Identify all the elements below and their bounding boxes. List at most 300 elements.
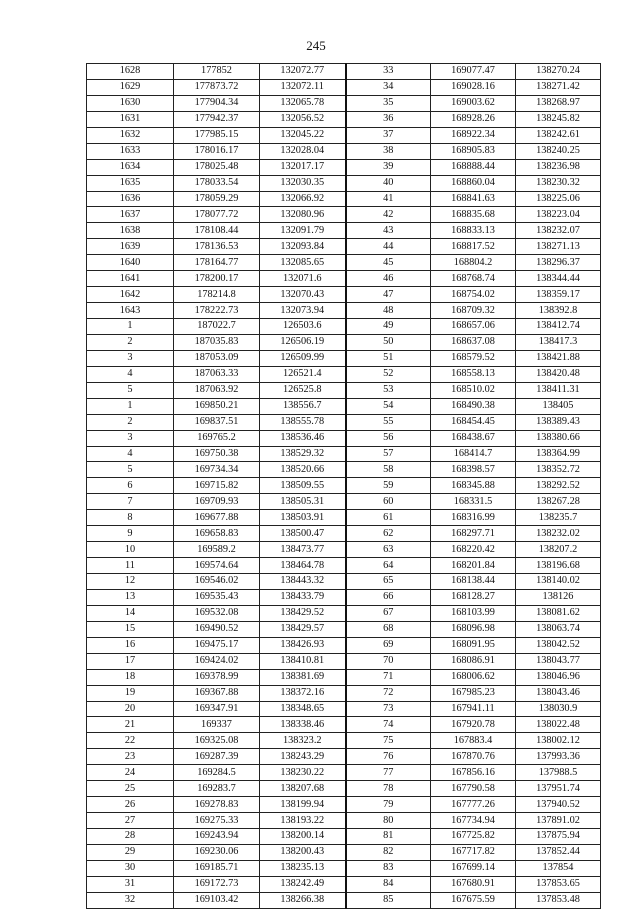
y-coordinate-right: 137852.44 <box>516 844 601 860</box>
x-coordinate-left: 178016.17 <box>174 143 260 159</box>
y-coordinate-left: 126521.4 <box>260 366 346 382</box>
point-number-left: 9 <box>87 526 174 542</box>
x-coordinate-left: 169325.08 <box>174 733 260 749</box>
point-number-right: 81 <box>346 829 431 845</box>
point-number-left: 1639 <box>87 239 174 255</box>
y-coordinate-left: 138199.94 <box>260 797 346 813</box>
point-number-right: 55 <box>346 414 431 430</box>
y-coordinate-left: 132066.92 <box>260 191 346 207</box>
point-number-right: 40 <box>346 175 431 191</box>
y-coordinate-right: 138271.13 <box>516 239 601 255</box>
y-coordinate-left: 138348.65 <box>260 701 346 717</box>
table-row <box>87 462 601 478</box>
y-coordinate-right: 138344.44 <box>516 271 601 287</box>
y-coordinate-left: 138323.2 <box>260 733 346 749</box>
y-coordinate-right: 138232.02 <box>516 526 601 542</box>
y-coordinate-left: 138429.57 <box>260 621 346 637</box>
y-coordinate-right: 137854 <box>516 860 601 876</box>
x-coordinate-right: 167856.16 <box>431 765 516 781</box>
point-number-right: 61 <box>346 510 431 526</box>
y-coordinate-left: 138200.43 <box>260 844 346 860</box>
point-number-right: 63 <box>346 542 431 558</box>
x-coordinate-right: 167734.94 <box>431 813 516 829</box>
point-number-right: 50 <box>346 334 431 350</box>
table-row <box>87 223 601 239</box>
point-number-left: 22 <box>87 733 174 749</box>
point-number-right: 74 <box>346 717 431 733</box>
x-coordinate-left: 177904.34 <box>174 95 260 111</box>
point-number-right: 85 <box>346 892 431 908</box>
y-coordinate-right: 138225.06 <box>516 191 601 207</box>
table-row <box>87 319 601 335</box>
x-coordinate-left: 169715.82 <box>174 478 260 494</box>
x-coordinate-left: 177985.15 <box>174 127 260 143</box>
point-number-right: 77 <box>346 765 431 781</box>
y-coordinate-left: 138381.69 <box>260 669 346 685</box>
x-coordinate-left: 178164.77 <box>174 255 260 271</box>
point-number-right: 73 <box>346 701 431 717</box>
table-row <box>87 414 601 430</box>
y-coordinate-left: 138464.78 <box>260 558 346 574</box>
point-number-left: 1630 <box>87 95 174 111</box>
table-row <box>87 669 601 685</box>
table-row <box>87 127 601 143</box>
point-number-left: 1628 <box>87 64 174 80</box>
x-coordinate-right: 167920.78 <box>431 717 516 733</box>
x-coordinate-left: 169709.93 <box>174 494 260 510</box>
x-coordinate-left: 169347.91 <box>174 701 260 717</box>
table-row <box>87 813 601 829</box>
point-number-left: 1633 <box>87 143 174 159</box>
point-number-right: 59 <box>346 478 431 494</box>
y-coordinate-right: 137853.65 <box>516 876 601 892</box>
point-number-left: 20 <box>87 701 174 717</box>
point-number-left: 32 <box>87 892 174 908</box>
x-coordinate-left: 178059.29 <box>174 191 260 207</box>
y-coordinate-right: 138207.2 <box>516 542 601 558</box>
y-coordinate-right: 138359.17 <box>516 287 601 303</box>
point-number-right: 58 <box>346 462 431 478</box>
y-coordinate-left: 138520.66 <box>260 462 346 478</box>
table-row <box>87 303 601 319</box>
x-coordinate-right: 168398.57 <box>431 462 516 478</box>
y-coordinate-left: 126503.6 <box>260 319 346 335</box>
table-row <box>87 876 601 892</box>
point-number-right: 79 <box>346 797 431 813</box>
point-number-left: 1641 <box>87 271 174 287</box>
x-coordinate-left: 169378.99 <box>174 669 260 685</box>
x-coordinate-right: 168128.27 <box>431 589 516 605</box>
y-coordinate-right: 137951.74 <box>516 781 601 797</box>
point-number-right: 38 <box>346 143 431 159</box>
x-coordinate-right: 167725.82 <box>431 829 516 845</box>
point-number-left: 1640 <box>87 255 174 271</box>
x-coordinate-left: 187022.7 <box>174 319 260 335</box>
point-number-right: 34 <box>346 79 431 95</box>
y-coordinate-right: 138296.37 <box>516 255 601 271</box>
y-coordinate-right: 137940.52 <box>516 797 601 813</box>
y-coordinate-right: 138267.28 <box>516 494 601 510</box>
x-coordinate-right: 169077.47 <box>431 64 516 80</box>
y-coordinate-left: 132072.11 <box>260 79 346 95</box>
point-number-right: 54 <box>346 398 431 414</box>
table-row <box>87 701 601 717</box>
x-coordinate-right: 167870.76 <box>431 749 516 765</box>
x-coordinate-right: 169003.62 <box>431 95 516 111</box>
table-row <box>87 526 601 542</box>
x-coordinate-left: 169278.83 <box>174 797 260 813</box>
x-coordinate-left: 169837.51 <box>174 414 260 430</box>
y-coordinate-right: 138411.31 <box>516 382 601 398</box>
y-coordinate-right: 138063.74 <box>516 621 601 637</box>
y-coordinate-right: 138022.48 <box>516 717 601 733</box>
x-coordinate-right: 168201.84 <box>431 558 516 574</box>
x-coordinate-right: 167790.58 <box>431 781 516 797</box>
point-number-left: 14 <box>87 605 174 621</box>
y-coordinate-left: 132070.43 <box>260 287 346 303</box>
table-row <box>87 829 601 845</box>
point-number-left: 26 <box>87 797 174 813</box>
point-number-left: 19 <box>87 685 174 701</box>
x-coordinate-right: 168637.08 <box>431 334 516 350</box>
table-row <box>87 350 601 366</box>
x-coordinate-left: 178077.72 <box>174 207 260 223</box>
y-coordinate-left: 138338.46 <box>260 717 346 733</box>
y-coordinate-right: 138042.52 <box>516 637 601 653</box>
x-coordinate-left: 178108.44 <box>174 223 260 239</box>
point-number-right: 44 <box>346 239 431 255</box>
table-row <box>87 685 601 701</box>
point-number-right: 75 <box>346 733 431 749</box>
point-number-left: 25 <box>87 781 174 797</box>
x-coordinate-left: 177852 <box>174 64 260 80</box>
point-number-right: 65 <box>346 574 431 590</box>
y-coordinate-right: 138270.24 <box>516 64 601 80</box>
y-coordinate-left: 138235.13 <box>260 860 346 876</box>
point-number-left: 15 <box>87 621 174 637</box>
y-coordinate-right: 138271.42 <box>516 79 601 95</box>
table-row <box>87 733 601 749</box>
point-number-left: 13 <box>87 589 174 605</box>
point-number-left: 4 <box>87 366 174 382</box>
table-row <box>87 478 601 494</box>
y-coordinate-right: 138421.88 <box>516 350 601 366</box>
x-coordinate-left: 169677.88 <box>174 510 260 526</box>
point-number-right: 72 <box>346 685 431 701</box>
x-coordinate-right: 168768.74 <box>431 271 516 287</box>
y-coordinate-left: 138509.55 <box>260 478 346 494</box>
x-coordinate-left: 169103.42 <box>174 892 260 908</box>
y-coordinate-left: 138207.68 <box>260 781 346 797</box>
point-number-left: 6 <box>87 478 174 494</box>
point-number-right: 35 <box>346 95 431 111</box>
x-coordinate-right: 167675.59 <box>431 892 516 908</box>
x-coordinate-left: 187063.92 <box>174 382 260 398</box>
y-coordinate-right: 138417.3 <box>516 334 601 350</box>
point-number-left: 1635 <box>87 175 174 191</box>
y-coordinate-left: 138443.32 <box>260 574 346 590</box>
table-row <box>87 382 601 398</box>
x-coordinate-right: 168316.99 <box>431 510 516 526</box>
table-row <box>87 717 601 733</box>
point-number-left: 2 <box>87 334 174 350</box>
point-number-right: 67 <box>346 605 431 621</box>
point-number-left: 3 <box>87 430 174 446</box>
point-number-left: 17 <box>87 653 174 669</box>
y-coordinate-right: 138392.8 <box>516 303 601 319</box>
y-coordinate-right: 138126 <box>516 589 601 605</box>
table-row <box>87 446 601 462</box>
x-coordinate-left: 178222.73 <box>174 303 260 319</box>
point-number-left: 3 <box>87 350 174 366</box>
y-coordinate-left: 138536.46 <box>260 430 346 446</box>
x-coordinate-right: 168754.02 <box>431 287 516 303</box>
x-coordinate-left: 169185.71 <box>174 860 260 876</box>
point-number-right: 48 <box>346 303 431 319</box>
x-coordinate-right: 167717.82 <box>431 844 516 860</box>
point-number-right: 68 <box>346 621 431 637</box>
table-row <box>87 749 601 765</box>
y-coordinate-left: 138193.22 <box>260 813 346 829</box>
y-coordinate-right: 138235.7 <box>516 510 601 526</box>
point-number-left: 1632 <box>87 127 174 143</box>
x-coordinate-left: 169283.7 <box>174 781 260 797</box>
x-coordinate-right: 168804.2 <box>431 255 516 271</box>
x-coordinate-left: 169734.34 <box>174 462 260 478</box>
point-number-left: 1 <box>87 319 174 335</box>
table-row <box>87 765 601 781</box>
table-row <box>87 207 601 223</box>
y-coordinate-left: 132071.6 <box>260 271 346 287</box>
x-coordinate-right: 168817.52 <box>431 239 516 255</box>
x-coordinate-left: 169589.2 <box>174 542 260 558</box>
x-coordinate-left: 177942.37 <box>174 111 260 127</box>
point-number-left: 4 <box>87 446 174 462</box>
x-coordinate-left: 169367.88 <box>174 685 260 701</box>
x-coordinate-left: 187053.09 <box>174 350 260 366</box>
y-coordinate-left: 138500.47 <box>260 526 346 542</box>
point-number-right: 39 <box>346 159 431 175</box>
table-row <box>87 95 601 111</box>
point-number-right: 76 <box>346 749 431 765</box>
table-row <box>87 159 601 175</box>
table-row <box>87 797 601 813</box>
x-coordinate-right: 168220.42 <box>431 542 516 558</box>
point-number-right: 37 <box>346 127 431 143</box>
table-row <box>87 143 601 159</box>
y-coordinate-right: 138230.32 <box>516 175 601 191</box>
point-number-right: 69 <box>346 637 431 653</box>
point-number-left: 1638 <box>87 223 174 239</box>
point-number-left: 10 <box>87 542 174 558</box>
point-number-left: 31 <box>87 876 174 892</box>
point-number-left: 24 <box>87 765 174 781</box>
point-number-right: 84 <box>346 876 431 892</box>
x-coordinate-right: 168928.26 <box>431 111 516 127</box>
x-coordinate-right: 169028.16 <box>431 79 516 95</box>
x-coordinate-right: 168657.06 <box>431 319 516 335</box>
point-number-right: 33 <box>346 64 431 80</box>
x-coordinate-left: 187035.83 <box>174 334 260 350</box>
y-coordinate-right: 138232.07 <box>516 223 601 239</box>
table-row <box>87 366 601 382</box>
x-coordinate-left: 178136.53 <box>174 239 260 255</box>
y-coordinate-left: 132085.65 <box>260 255 346 271</box>
point-number-left: 23 <box>87 749 174 765</box>
table-row <box>87 239 601 255</box>
x-coordinate-left: 178200.17 <box>174 271 260 287</box>
y-coordinate-left: 132072.77 <box>260 64 346 80</box>
y-coordinate-left: 138555.78 <box>260 414 346 430</box>
y-coordinate-left: 138505.31 <box>260 494 346 510</box>
point-number-left: 1634 <box>87 159 174 175</box>
x-coordinate-right: 168888.44 <box>431 159 516 175</box>
y-coordinate-left: 138266.38 <box>260 892 346 908</box>
x-coordinate-left: 169574.64 <box>174 558 260 574</box>
x-coordinate-left: 169765.2 <box>174 430 260 446</box>
point-number-left: 8 <box>87 510 174 526</box>
x-coordinate-left: 169284.5 <box>174 765 260 781</box>
point-number-right: 82 <box>346 844 431 860</box>
x-coordinate-left: 187063.33 <box>174 366 260 382</box>
point-number-left: 1636 <box>87 191 174 207</box>
y-coordinate-left: 138433.79 <box>260 589 346 605</box>
x-coordinate-right: 168096.98 <box>431 621 516 637</box>
table-row <box>87 287 601 303</box>
x-coordinate-right: 167883.4 <box>431 733 516 749</box>
x-coordinate-right: 168297.71 <box>431 526 516 542</box>
x-coordinate-right: 168490.38 <box>431 398 516 414</box>
y-coordinate-right: 137988.5 <box>516 765 601 781</box>
x-coordinate-left: 169172.73 <box>174 876 260 892</box>
y-coordinate-left: 132080.96 <box>260 207 346 223</box>
point-number-right: 64 <box>346 558 431 574</box>
x-coordinate-left: 169850.21 <box>174 398 260 414</box>
x-coordinate-left: 169546.02 <box>174 574 260 590</box>
y-coordinate-right: 138196.68 <box>516 558 601 574</box>
y-coordinate-left: 126506.19 <box>260 334 346 350</box>
point-number-right: 70 <box>346 653 431 669</box>
table-row <box>87 574 601 590</box>
y-coordinate-right: 138389.43 <box>516 414 601 430</box>
table-row <box>87 334 601 350</box>
point-number-left: 11 <box>87 558 174 574</box>
y-coordinate-left: 138473.77 <box>260 542 346 558</box>
page-number: 245 <box>306 38 326 53</box>
point-number-right: 78 <box>346 781 431 797</box>
point-number-right: 46 <box>346 271 431 287</box>
point-number-left: 30 <box>87 860 174 876</box>
x-coordinate-left: 178025.48 <box>174 159 260 175</box>
point-number-right: 71 <box>346 669 431 685</box>
x-coordinate-right: 168345.88 <box>431 478 516 494</box>
x-coordinate-right: 168922.34 <box>431 127 516 143</box>
x-coordinate-right: 168510.02 <box>431 382 516 398</box>
x-coordinate-right: 168438.67 <box>431 430 516 446</box>
point-number-left: 7 <box>87 494 174 510</box>
table-row <box>87 844 601 860</box>
x-coordinate-right: 168579.52 <box>431 350 516 366</box>
x-coordinate-right: 168138.44 <box>431 574 516 590</box>
table-row <box>87 79 601 95</box>
table-row <box>87 637 601 653</box>
x-coordinate-right: 168709.32 <box>431 303 516 319</box>
x-coordinate-right: 168833.13 <box>431 223 516 239</box>
y-coordinate-right: 138043.46 <box>516 685 601 701</box>
y-coordinate-right: 138242.61 <box>516 127 601 143</box>
y-coordinate-left: 132073.94 <box>260 303 346 319</box>
table-row <box>87 542 601 558</box>
table-row <box>87 558 601 574</box>
x-coordinate-left: 169658.83 <box>174 526 260 542</box>
y-coordinate-right: 137875.94 <box>516 829 601 845</box>
y-coordinate-right: 138364.99 <box>516 446 601 462</box>
point-number-right: 60 <box>346 494 431 510</box>
y-coordinate-left: 132091.79 <box>260 223 346 239</box>
point-number-right: 66 <box>346 589 431 605</box>
y-coordinate-right: 137891.02 <box>516 813 601 829</box>
point-number-left: 18 <box>87 669 174 685</box>
x-coordinate-right: 167985.23 <box>431 685 516 701</box>
table-row <box>87 111 601 127</box>
coordinates-table-body <box>87 64 601 909</box>
y-coordinate-right: 138223.04 <box>516 207 601 223</box>
point-number-right: 42 <box>346 207 431 223</box>
point-number-left: 27 <box>87 813 174 829</box>
x-coordinate-left: 177873.72 <box>174 79 260 95</box>
y-coordinate-left: 132065.78 <box>260 95 346 111</box>
y-coordinate-left: 126509.99 <box>260 350 346 366</box>
point-number-left: 28 <box>87 829 174 845</box>
y-coordinate-right: 138240.25 <box>516 143 601 159</box>
x-coordinate-right: 168091.95 <box>431 637 516 653</box>
table-row <box>87 860 601 876</box>
y-coordinate-right: 137993.36 <box>516 749 601 765</box>
x-coordinate-left: 169424.02 <box>174 653 260 669</box>
y-coordinate-left: 138243.29 <box>260 749 346 765</box>
table-row <box>87 781 601 797</box>
point-number-right: 47 <box>346 287 431 303</box>
y-coordinate-left: 138410.81 <box>260 653 346 669</box>
y-coordinate-left: 138242.49 <box>260 876 346 892</box>
x-coordinate-right: 168841.63 <box>431 191 516 207</box>
point-number-right: 62 <box>346 526 431 542</box>
x-coordinate-right: 168103.99 <box>431 605 516 621</box>
x-coordinate-left: 169275.33 <box>174 813 260 829</box>
table-row <box>87 430 601 446</box>
table-row <box>87 175 601 191</box>
point-number-left: 21 <box>87 717 174 733</box>
point-number-left: 12 <box>87 574 174 590</box>
table-row <box>87 191 601 207</box>
point-number-left: 29 <box>87 844 174 860</box>
point-number-left: 5 <box>87 462 174 478</box>
point-number-right: 52 <box>346 366 431 382</box>
x-coordinate-right: 168454.45 <box>431 414 516 430</box>
table-row <box>87 398 601 414</box>
point-number-right: 41 <box>346 191 431 207</box>
y-coordinate-left: 138200.14 <box>260 829 346 845</box>
y-coordinate-right: 138030.9 <box>516 701 601 717</box>
y-coordinate-right: 138420.48 <box>516 366 601 382</box>
table-row <box>87 255 601 271</box>
y-coordinate-right: 138268.97 <box>516 95 601 111</box>
y-coordinate-right: 138292.52 <box>516 478 601 494</box>
y-coordinate-left: 132030.35 <box>260 175 346 191</box>
x-coordinate-right: 167680.91 <box>431 876 516 892</box>
point-number-left: 1631 <box>87 111 174 127</box>
point-number-left: 16 <box>87 637 174 653</box>
